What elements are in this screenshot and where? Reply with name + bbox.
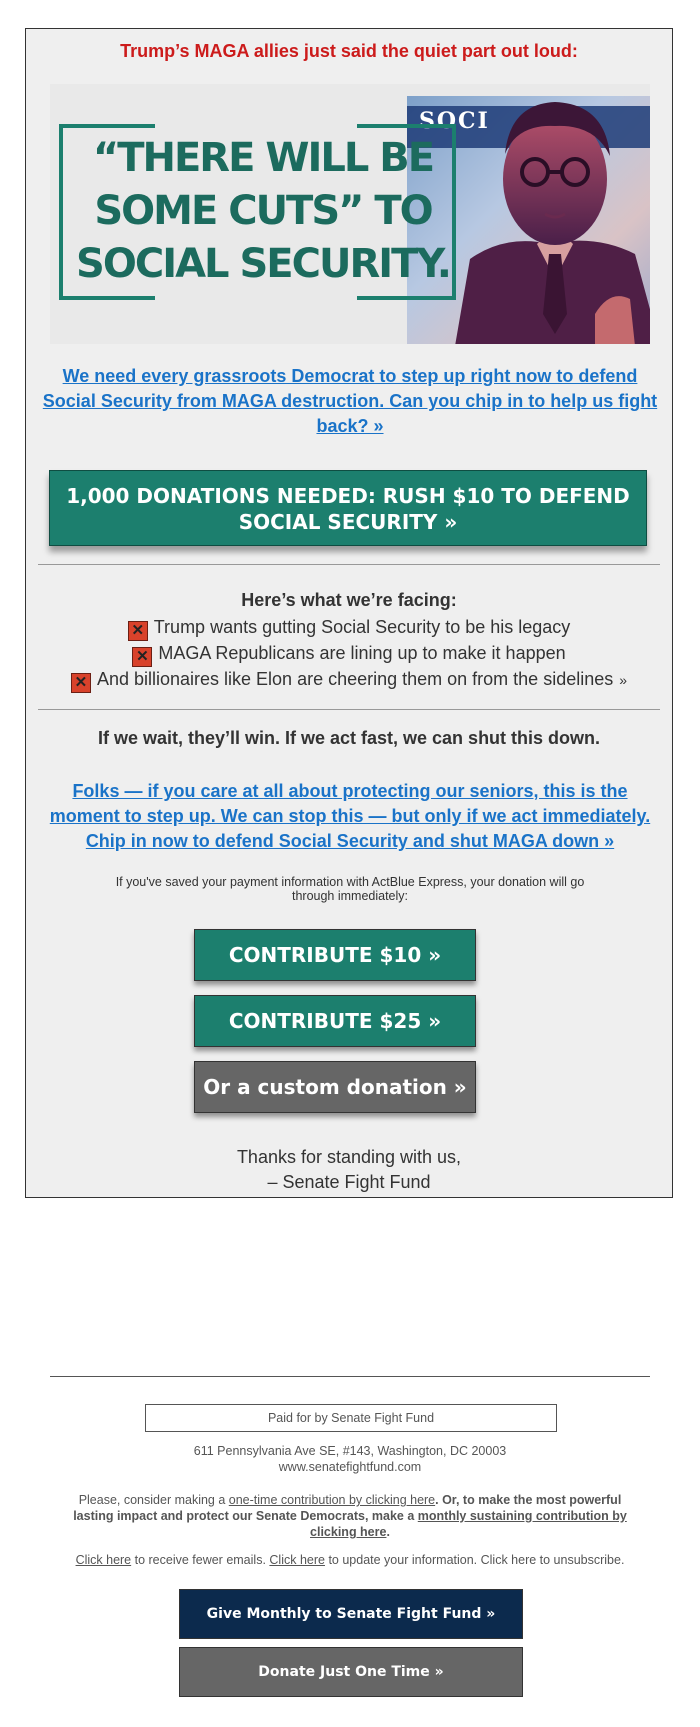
hero-quote-line: SOME CUTS” TO xyxy=(94,188,432,234)
facing-list xyxy=(26,615,672,693)
contribute-25-button[interactable]: CONTRIBUTE $25 » xyxy=(194,995,476,1047)
contribute-10-button[interactable]: CONTRIBUTE $10 » xyxy=(194,929,476,981)
hero-quote-line: “THERE WILL BE xyxy=(92,135,434,181)
fewer-emails-link[interactable]: Click here xyxy=(75,1553,132,1567)
paid-for-box: Paid for by Senate Fight Fund xyxy=(145,1404,557,1432)
thanks-line: Thanks for standing with us, xyxy=(236,1147,462,1167)
hero-image[interactable] xyxy=(50,84,650,344)
sign-off xyxy=(26,1145,672,1195)
hero-quote-line: SOCIAL SECURITY. xyxy=(76,241,450,287)
footer-address xyxy=(0,1443,700,1475)
signature-line: – Senate Fight Fund xyxy=(267,1172,431,1192)
update-info-link[interactable]: Click here xyxy=(269,1553,325,1567)
address-line: 611 Pennsylvania Ave SE, #143, Washington, DC 20003 xyxy=(193,1444,507,1458)
speaker-portrait-image xyxy=(445,84,650,344)
x-mark-icon: ✕ xyxy=(132,647,152,667)
website-line: www.senatefightfund.com xyxy=(278,1460,422,1474)
lead-donate-link[interactable]: We need every grassroots Democrat to step up right now to defend Social Security from MAGA destruction. Can you chip in to help us fight back? » xyxy=(42,366,658,436)
one-time-contribution-link[interactable]: one-time contribution by clicking here xyxy=(228,1493,436,1507)
wait-statement: If we wait, they’ll win. If we act fast, we can shut this down. xyxy=(97,728,601,748)
footer-consider-text: Please, consider making a one-time contribution by clicking here. Or, to make the most powerful lasting impact and protect our Senate Democrats, make a monthly sustaining contribution by clicking here. xyxy=(73,1493,627,1539)
x-mark-icon: ✕ xyxy=(128,621,148,641)
email-card xyxy=(25,28,673,1198)
facing-item: ✕ MAGA Republicans are lining up to make it happen xyxy=(26,641,672,667)
monthly-contribution-link[interactable]: monthly sustaining contribution by clicking here xyxy=(310,1509,627,1539)
rush-10-button[interactable]: 1,000 DONATIONS NEEDED: RUSH $10 TO DEFEND SOCIAL SECURITY » xyxy=(49,470,647,546)
social-security-card-image: SOCI xyxy=(407,96,650,344)
hero-quote xyxy=(58,132,468,291)
give-monthly-button[interactable]: Give Monthly to Senate Fight Fund » xyxy=(179,1589,523,1639)
custom-donation-button[interactable]: Or a custom donation » xyxy=(194,1061,476,1113)
donate-one-time-button[interactable]: Donate Just One Time » xyxy=(179,1647,523,1697)
facing-item: ✕ And billionaires like Elon are cheering them on from the sidelines » xyxy=(26,667,672,693)
divider xyxy=(38,709,660,710)
footer-links: Click here to receive fewer emails. Click here to update your information. Click here to unsubscribe. xyxy=(75,1553,625,1567)
divider xyxy=(38,564,660,565)
actblue-express-note: If you've saved your payment information with ActBlue Express, your donation will go through immediately: xyxy=(115,875,585,903)
folks-donate-link[interactable]: Folks — if you care at all about protecting our seniors, this is the moment to step up. We can stop this — but only if we act immediately. Chip in now to defend Social Security and shut MAGA down » xyxy=(49,781,651,851)
x-mark-icon: ✕ xyxy=(71,673,91,693)
chevron-right-icon[interactable]: » xyxy=(619,672,628,688)
facing-item: ✕ Trump wants gutting Social Security to be his legacy xyxy=(26,615,672,641)
footer-divider xyxy=(50,1376,650,1377)
facing-title: Here’s what we’re facing: xyxy=(241,590,457,610)
email-headline: Trump’s MAGA allies just said the quiet part out loud: xyxy=(120,41,578,61)
